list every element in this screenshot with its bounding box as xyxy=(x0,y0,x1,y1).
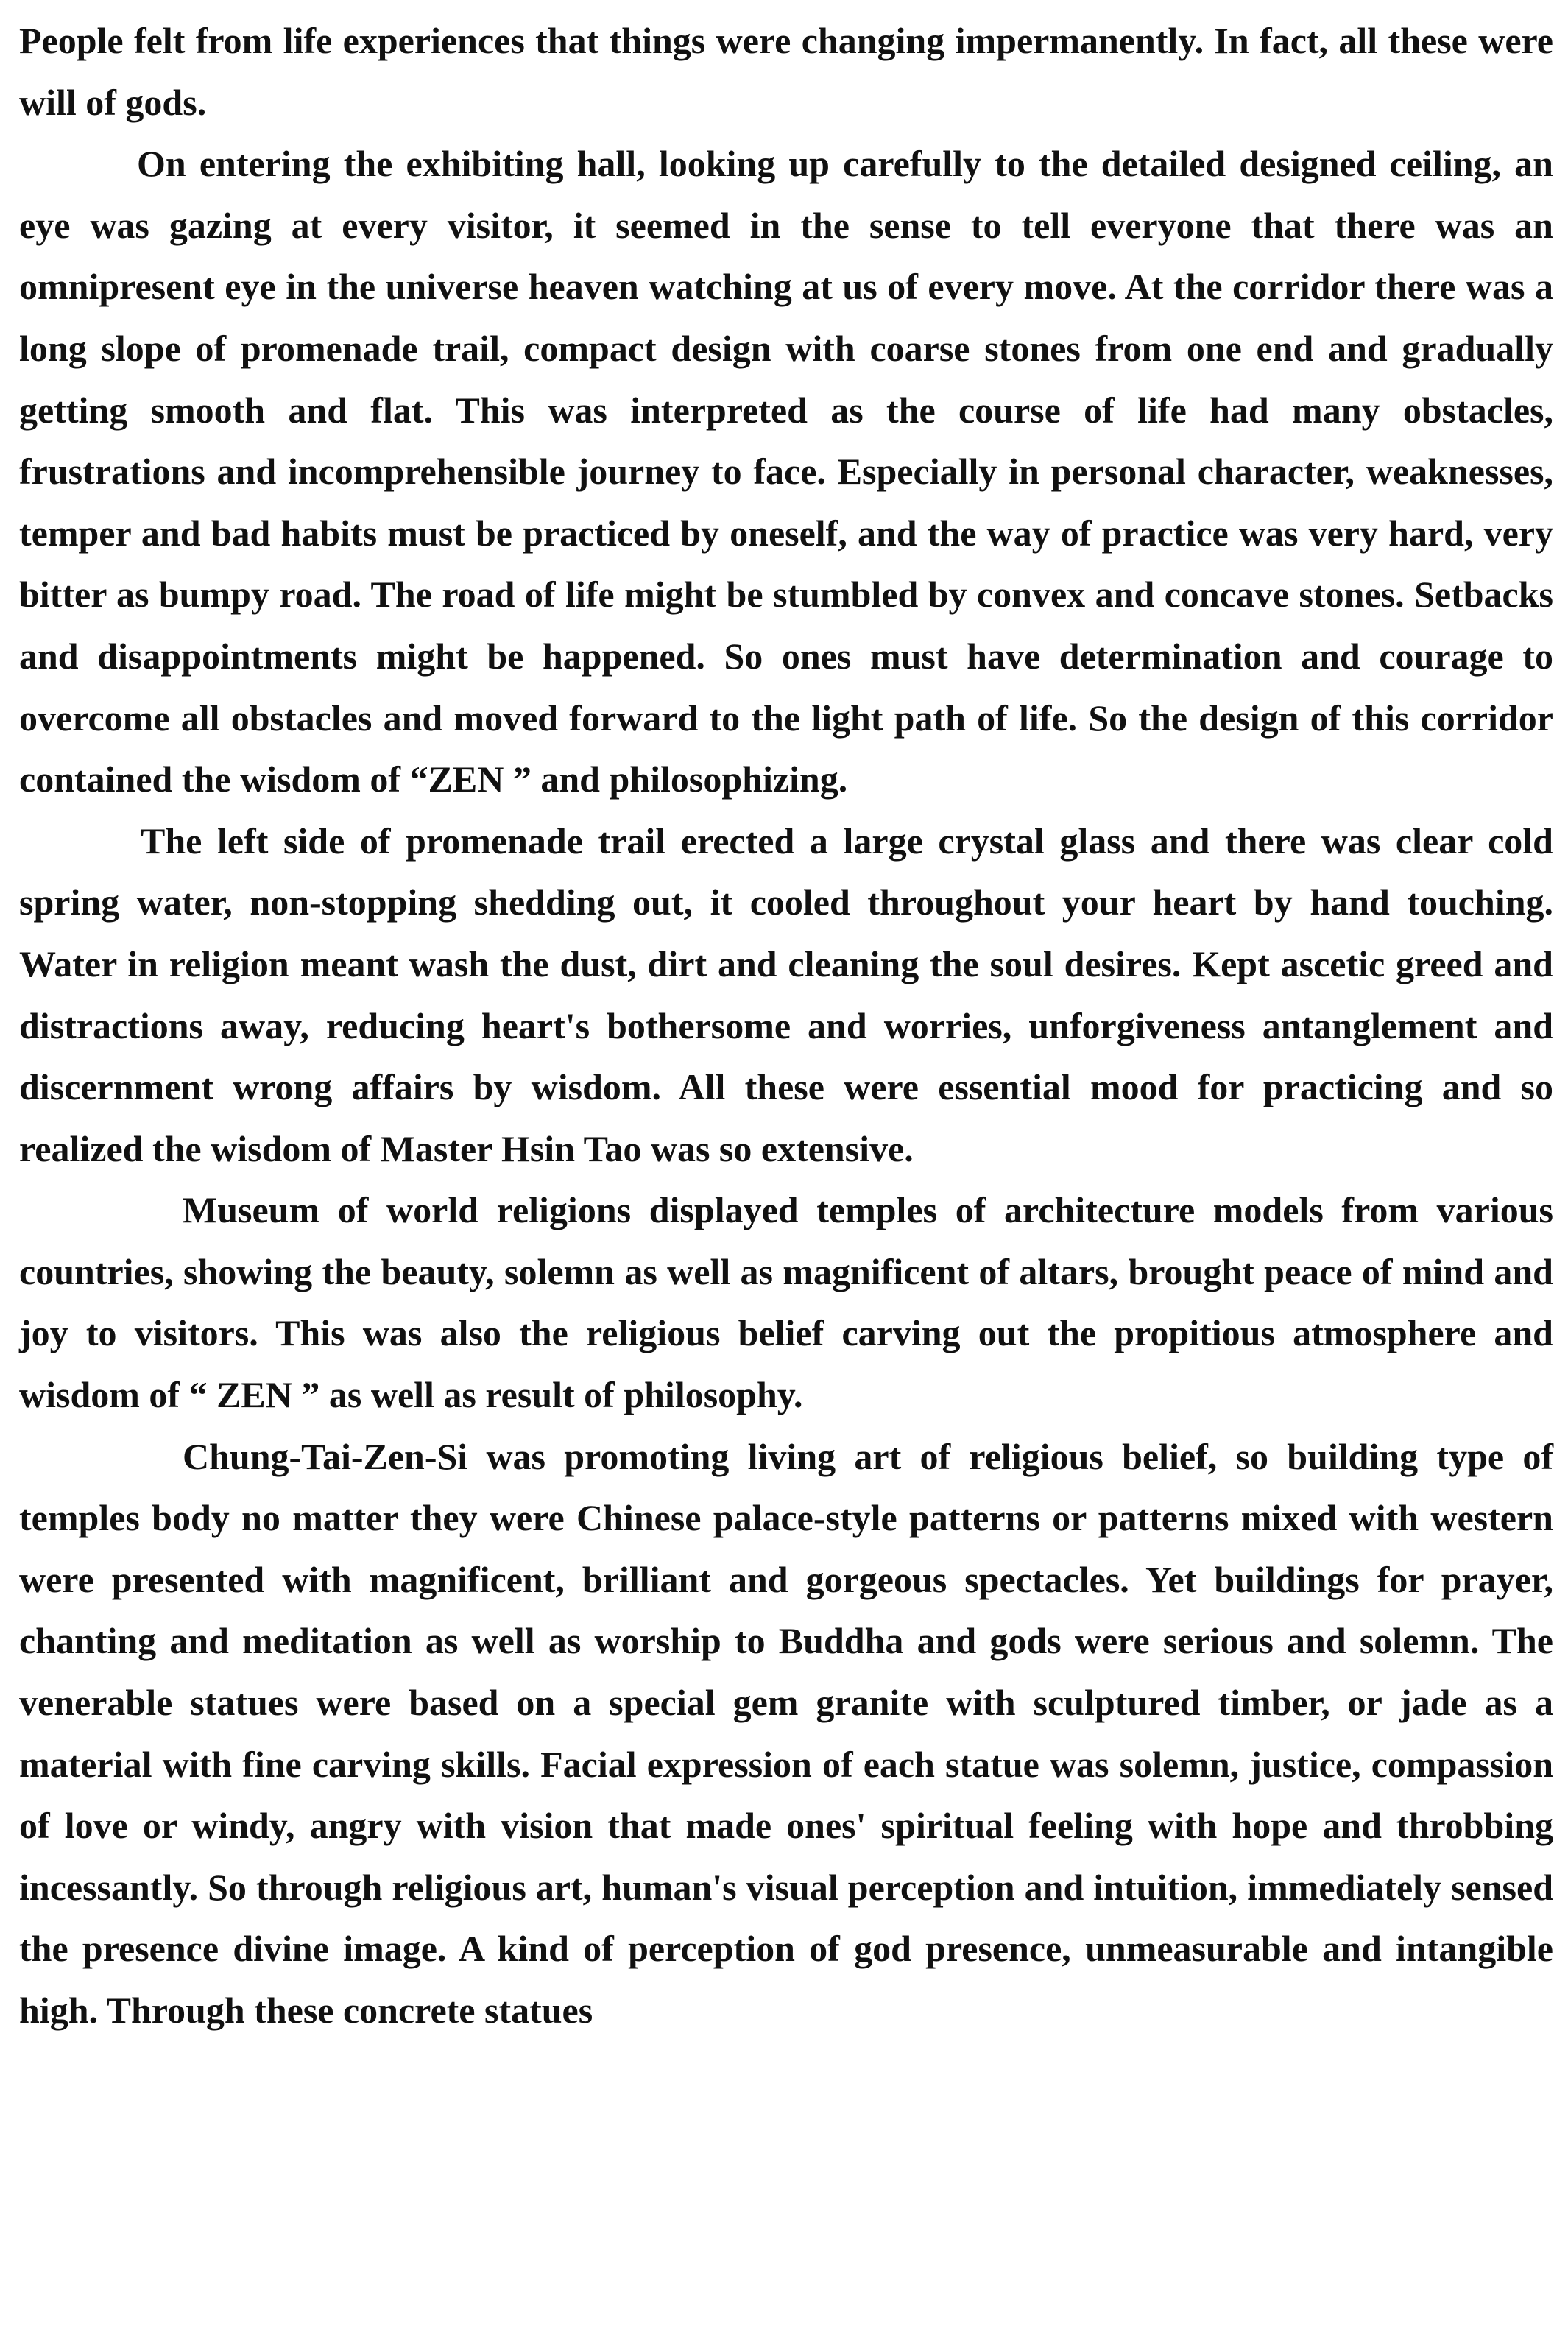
paragraph-exhibiting-hall: On entering the exhibiting hall, looking up carefully to the detailed designed ceiling, an eye was gazing at every visitor, it seemed in the sense to tell everyone that there was an omnipresent eye in the universe heaven watching at us of every move. At the corridor there was a long slope of promenade trail, compact design with coarse stones from one end and gradually getting smooth and flat. This was interpreted as the course of life had many obstacles, frustrations and incomprehensible journey to face. Especially in personal character, weaknesses, temper and bad habits must be practiced by oneself, and the way of practice was very hard, very bitter as bumpy road. The road of life might be stumbled by convex and concave stones. Setbacks and disappointments might be happened. So ones must have determination and courage to overcome all obstacles and moved forward to the light path of life. So the design of this corridor contained the wisdom of “ZEN ” and philosophizing. xyxy=(19,143,1553,800)
paragraph-continuation: People felt from life experiences that things were changing impermanently. In fact, all these were will of gods. xyxy=(19,20,1553,123)
paragraph-promenade-trail: The left side of promenade trail erected a large crystal glass and there was clear cold spring water, non-stopping shedding out, it cooled throughout your heart by hand touching. Water in religion meant wash the dust, dirt and cleaning the soul desires. Kept ascetic greed and distractions away, reducing heart's bothersome and worries, unforgiveness antanglement and discernment wrong affairs by wisdom. All these were essential mood for practicing and so realized the wisdom of Master Hsin Tao was so extensive. xyxy=(19,820,1553,1169)
document-body xyxy=(19,10,1553,2042)
paragraph-museum-religions: Museum of world religions displayed temples of architecture models from various countries, showing the beauty, solemn as well as magnificent of altars, brought peace of mind and joy to visitors. This was also the religious belief carving out the propitious atmosphere and wisdom of “ ZEN ” as well as result of philosophy. xyxy=(19,1189,1553,1416)
paragraph-chung-tai-zen-si: Chung-Tai-Zen-Si was promoting living art of religious belief, so building type of temples body no matter they were Chinese palace-style patterns or patterns mixed with western were presented with magnificent, brilliant and gorgeous spectacles. Yet buildings for prayer, chanting and meditation as well as worship to Buddha and gods were serious and solemn. The venerable statues were based on a special gem granite with sculptured timber, or jade as a material with fine carving skills. Facial expression of each statue was solemn, justice, compassion of love or windy, angry with vision that made ones' spiritual feeling with hope and throbbing incessantly. So through religious art, human's visual perception and intuition, immediately sensed the presence divine image. A kind of perception of god presence, unmeasurable and intangible high. Through these concrete statues xyxy=(19,1435,1553,2031)
